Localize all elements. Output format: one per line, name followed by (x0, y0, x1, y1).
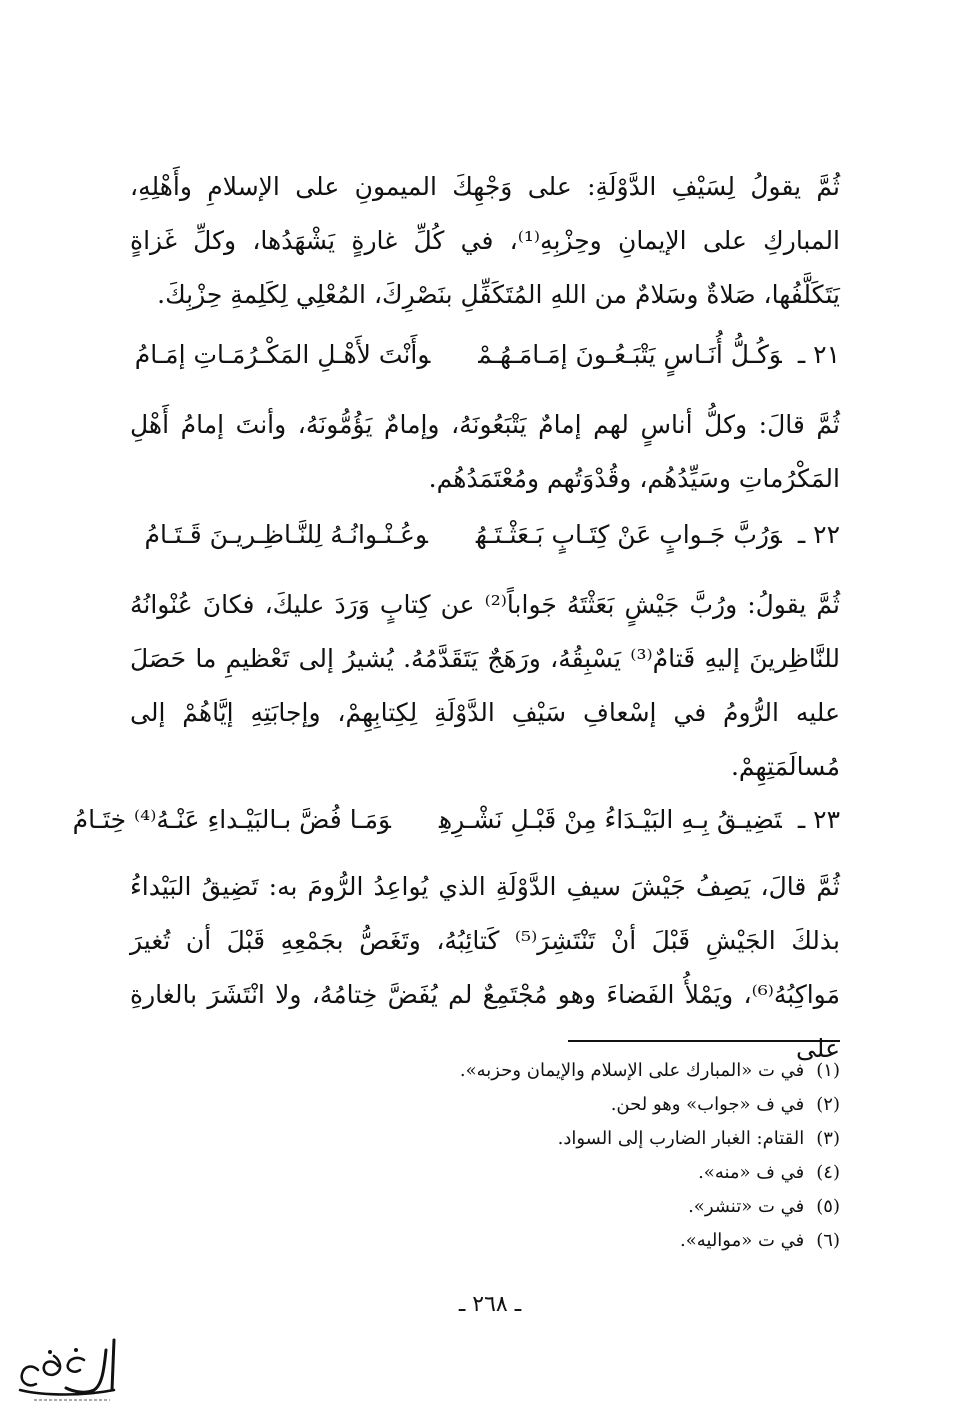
footnote-item (300, 1190, 840, 1224)
commentary-paragraph-4: ثُمَّ قالَ، يَصِفُ جَيْشَ سيفِ الدَّوْلَةِ الذي يُواعِدُ الرُّومَ به: تَضِيقُ البَيْداءُ بذلكَ الجَيْشِ قَبْلَ أنْ تَنْتَشِرَ⁽⁵⁾ كَتائِبُهُ، وتَغَصُّ بجَمْعِهِ قَبْلَ أن تُغيرَ مَواكِبُهُ⁽⁶⁾، ويَمْلأُ الفَضاءَ وهو مُجْتَمِعٌ لم يُفَضَّ خِتامُهُ، ولا انْتَشَرَ بالغارةِ على (130, 872, 841, 1063)
verse-number: ٢٢ ـ (797, 520, 840, 549)
footnote-number: (١) (816, 1060, 840, 1081)
footnote-text: القتام: الغبار الضارب إلى السواد. (557, 1128, 805, 1149)
calligraphy-logo-icon (14, 1330, 122, 1408)
footnote-text: في ت «المبارك على الإسلام والإيمان وحزبه». (459, 1060, 805, 1081)
footnote-item (300, 1054, 840, 1088)
verse-number: ٢١ ـ (797, 340, 840, 369)
verse-second-hemistich: وَمَـا فُضَّ بـالبَيْـداءِ عَنْـهُ⁽⁴⁾ خِتَـامُ (72, 805, 391, 834)
verse-number: ٢٣ ـ (797, 805, 840, 834)
publisher-logo-icon (14, 1330, 122, 1408)
verse-second-hemistich: وأَنْتَ لأَهْـلِ المَكْـرُمَـاتِ إمَـامُ (134, 340, 431, 369)
footnote-number: (٢) (816, 1094, 840, 1115)
footnote-number: (٦) (816, 1230, 840, 1251)
footnote-text: في ت «تنشر». (688, 1196, 805, 1217)
footnote-item (300, 1122, 840, 1156)
footnote-item (300, 1088, 840, 1122)
verse-21 (130, 330, 840, 380)
footnote-item (300, 1156, 840, 1190)
footnote-separator (568, 1040, 840, 1042)
commentary-paragraph-2: ثُمَّ قالَ: وكلُّ أناسٍ لهم إمامٌ يَتْبَعُونَهُ، وإمامٌ يَؤُمُّونَهُ، وأنتَ إمامُ أَهْلِ المَكْرُماتِ وسَيِّدُهُم، وقُدْوَتُهم ومُعْتَمَدُهُم. (130, 410, 840, 493)
footnote-text: في ف «منه». (698, 1162, 805, 1183)
verse-first-hemistich: وَرُبَّ جَـوابٍ عَنْ كِتَـابٍ بَـعَثْـتَـهُ (475, 520, 782, 549)
footnotes (300, 1054, 840, 1258)
footnote-number: (٤) (816, 1162, 840, 1183)
verse-23 (72, 795, 840, 845)
footnote-item (300, 1224, 840, 1258)
verse-second-hemistich: وعُـنْـوانُـهُ لِلنَّـاظِـريـنَ قَـتَـامُ (144, 520, 428, 549)
footnote-number: (٥) (816, 1196, 840, 1217)
verse-22 (130, 510, 840, 560)
footnote-text: في ت «مواليه». (680, 1230, 805, 1251)
commentary-paragraph-1: ثُمَّ يقولُ لِسَيْفِ الدَّوْلَةِ: على وَجْهِكَ الميمونِ على الإسلامِ وأَهْلِهِ، المباركِ على الإيمانِ وحِزْبِهِ⁽¹⁾، في كُلِّ غارةٍ يَشْهَدُها، وكلِّ غَزاةٍ يَتَكَلَّفُها، صَلاةٌ وسَلامٌ من اللهِ المُتَكَفِّلِ بنَصْرِكَ، المُعْلِي لِكَلِمةِ حِزْبِكَ. (130, 172, 840, 309)
page-number: ـ ٢٦٨ ـ (458, 1292, 522, 1317)
verse-first-hemistich: تَضِيـقُ بِـهِ البَيْـدَاءُ مِنْ قَبْـلِ نَشْـرِهِ (438, 805, 782, 834)
commentary-paragraph-3: ثُمَّ يقولُ: ورُبَّ جَيْشٍ بَعَثْتَهُ جَواباً⁽²⁾ عن كِتابٍ وَرَدَ عليكَ، فكانَ عُنْوانُهُ للنَّاظِرينَ إليهِ قَتامٌ⁽³⁾ يَسْبِقُهُ، ورَهَجٌ يَتَقَدَّمُهُ. يُشيرُ إلى تَعْظيمِ ما حَصَلَ عليه الرُّومُ في إسْعافِ سَيْفِ الدَّوْلَةِ لِكِتابِهِمْ، وإجابَتِهِ إيَّاهُمْ إلى مُسالَمَتِهِمْ. (130, 590, 841, 781)
footnote-text: في ف «جواب» وهو لحن. (610, 1094, 805, 1115)
verse-first-hemistich: وَكُـلُّ أُنَـاسٍ يَتْبَـعُـونَ إمَـامَـهُـمْ (478, 340, 782, 369)
footnote-number: (٣) (816, 1128, 840, 1149)
